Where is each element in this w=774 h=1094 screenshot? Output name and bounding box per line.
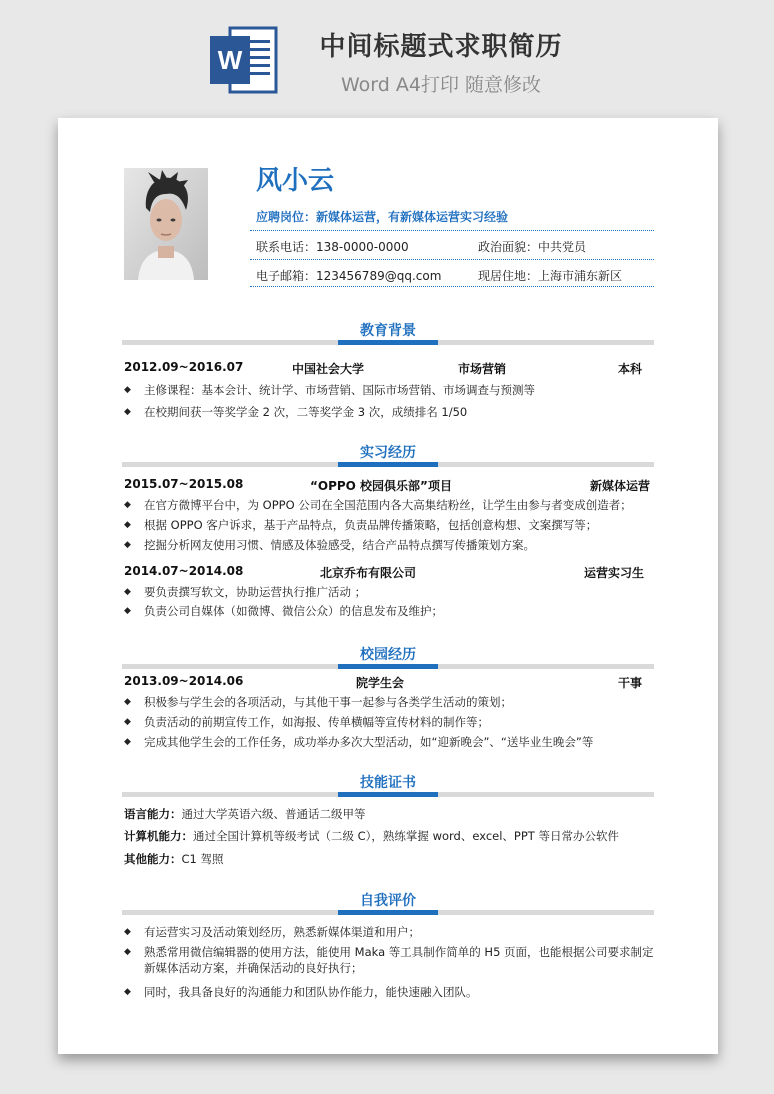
politics-text: 政治面貌：中共党员 (478, 240, 587, 254)
word-logo-letter: W (217, 45, 243, 75)
skill-language: 语言能力：通过大学英语六级、普通话二级甲等 (124, 807, 366, 821)
job-role: 运营实习生 (584, 566, 645, 580)
section-title: 校园经历 (360, 647, 416, 663)
skill-computer: 计算机能力：通过全国计算机等级考试（二级 C），熟练掌握 word、excel、PPT 等日常办公软件 (124, 829, 619, 843)
job-role: 新媒体运营 (590, 479, 651, 493)
section-self-header (122, 890, 654, 914)
section-title: 教育背景 (360, 323, 416, 339)
diamond-bullet-icon: ◆ (124, 520, 131, 530)
job-org: “OPPO 校园俱乐部”项目 (310, 479, 452, 493)
internship-row-1 (124, 477, 654, 493)
section-divider (122, 664, 654, 669)
section-divider (122, 910, 654, 915)
phone-text: 联系电话：138-0000-0000 (256, 240, 409, 254)
diamond-bullet-icon: ◆ (124, 717, 131, 727)
resume-page: 风小云 应聘岗位：新媒体运营，有新媒体运营实习经验 联系电话：138-0000-0000 政治面貌：中共党员 电子邮箱：123456789@qq.com 现居住地：上海市浦东新区 教育背景 2012.09~2016.07 中国社会大学 市场营销 本科 ◆ 主修课程：基本会计、统计学、市场营销、国际市场营销、市场调查与预测等 ◆ 在校期间获一等奖学金 2 次，二等奖学金 3 次，成绩排名 1/50 实习经历 2015.07~2015.08 “OPPO 校园俱乐部”项目 新媒体运营 ◆ 在官方微博平台中，为 OPPO 公司在全国范围内各大高集结粉丝，让学生由参与者变成创造者； ◆ 根据 OPPO 客户诉求，基于产品特点，负责品牌传播策略，包括创意构想、文案撰写等； ◆ 挖掘分析网友使用习惯、情感及体验感受，结合产品特点撰写传播策划方案。 2014.07~2014.08 北京乔布有限公司 运营实习生 ◆ 要负责撰写软文，协助运营执行推广活动 ； ◆ 负责公司自媒体（如微博、微信公众）的信息发布及维护； 校园经历 2013.09~2014.06 院学生会 干事 ◆ 积极参与学生会的各项活动，与其他干事一起参与各类学生活动的策划； ◆ 负责活动的前期宣传工作，如海报、传单横幅等宣传材料的制作等； ◆ 完成其他学生会的工作任务，成功举办多次大型活动，如“迎新晚会”、“送毕业生晚会”等 技能证书 语言能力：通过大学英语六级、普通话二级甲等 计算机能力：通过全国计算机等级考试（二级 C），熟练掌握 word、excel、PPT 等日常办公软件 其他能力：C1 驾照 自我评价 ◆ 有运营实习及活动策划经历，熟悉新媒体渠道和用户； ◆ 熟悉常用微信编辑器的使用方法，能使用 Maka 等工具制作简单的 H5 页面，也能根据公司要求制定新媒体活动方案，并确保活动的良好执行； ◆ 同时，我具备良好的沟通能力和团队协作能力，能快速融入团队。 (58, 118, 718, 1054)
banner (0, 0, 774, 112)
diamond-bullet-icon: ◆ (124, 606, 131, 616)
edu-date: 2012.09~2016.07 (124, 360, 244, 374)
section-education-header (122, 320, 654, 344)
diamond-bullet-icon: ◆ (124, 987, 131, 997)
section-internship-header (122, 442, 654, 466)
contact-row-2 (250, 259, 654, 287)
avatar-photo (124, 168, 208, 280)
section-title: 自我评价 (360, 893, 416, 909)
job-objective: 应聘岗位：新媒体运营，有新媒体运营实习经验 (256, 210, 509, 224)
diamond-bullet-icon: ◆ (124, 500, 131, 510)
banner-title: 中间标题式求职简历 (319, 32, 563, 62)
section-campus-header (122, 644, 654, 668)
section-divider (122, 340, 654, 345)
edu-degree: 本科 (618, 362, 643, 376)
portrait-icon (124, 168, 208, 280)
edu-major: 市场营销 (458, 362, 507, 376)
campus-org: 院学生会 (356, 676, 405, 690)
diamond-bullet-icon: ◆ (124, 407, 131, 417)
diamond-bullet-icon: ◆ (124, 947, 131, 957)
edu-school: 中国社会大学 (292, 362, 365, 376)
banner-subtitle: Word A4打印 随意修改 (340, 74, 541, 96)
campus-row (124, 674, 654, 690)
word-document-icon (208, 24, 280, 96)
section-title: 实习经历 (360, 445, 416, 461)
job-date: 2015.07~2015.08 (124, 477, 244, 491)
email-text: 电子邮箱：123456789@qq.com (256, 269, 442, 283)
education-row (124, 360, 654, 376)
diamond-bullet-icon: ◆ (124, 697, 131, 707)
job-org: 北京乔布有限公司 (320, 566, 417, 580)
diamond-bullet-icon: ◆ (124, 587, 131, 597)
section-divider (122, 792, 654, 797)
job-date: 2014.07~2014.08 (124, 564, 244, 578)
section-skills-header (122, 772, 654, 796)
diamond-bullet-icon: ◆ (124, 540, 131, 550)
internship-row-2 (124, 564, 654, 580)
candidate-name: 风小云 (256, 166, 335, 196)
diamond-bullet-icon: ◆ (124, 927, 131, 937)
address-text: 现居住地：上海市浦东新区 (478, 269, 623, 283)
section-title: 技能证书 (360, 775, 416, 791)
diamond-bullet-icon: ◆ (124, 385, 131, 395)
diamond-bullet-icon: ◆ (124, 737, 131, 747)
campus-role: 干事 (618, 676, 643, 690)
skill-other: 其他能力：C1 驾照 (124, 852, 224, 866)
contact-row-1 (250, 230, 654, 257)
section-divider (122, 462, 654, 467)
campus-date: 2013.09~2014.06 (124, 674, 244, 688)
